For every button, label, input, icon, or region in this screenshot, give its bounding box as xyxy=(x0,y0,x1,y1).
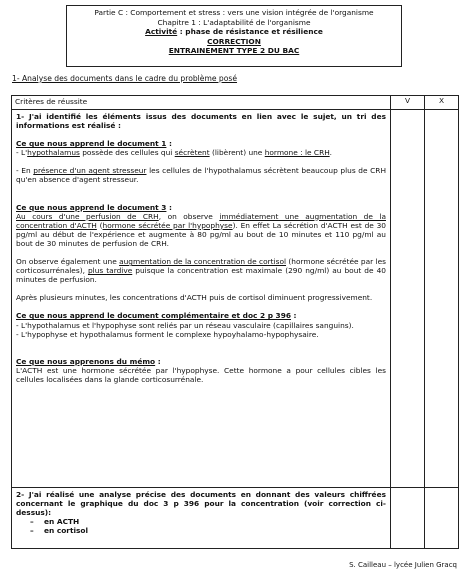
doc3-p1: Au cours d'une perfusion de CRH, on observe immédiatement une augmentation de la concentration d'ACTH (hormone sécrétée par l'hypophyse). En effet La sécrétion d'ACTH est de 30 pg/ml au début de l'expérience et augmente à 80 pg/ml au bout de 10 minutes et 110 pg/ml au bout de 30 minutes de perfusion de CRH. xyxy=(16,211,386,248)
header-box xyxy=(66,5,402,67)
header-criteria: Critères de réussite xyxy=(12,96,391,110)
memo-p1: L'ACTH est une hormone sécrétée par l'hypophyse. Cette hormone a pour cellules cibles les cellules localisées dans la glande corticosurrénale. xyxy=(16,365,386,384)
table-row xyxy=(12,488,459,549)
memo-heading: Ce que nous apprenons du mémo : xyxy=(16,356,161,366)
doc3-heading: Ce que nous apprend le document 3 : xyxy=(16,202,172,212)
check-x-1[interactable] xyxy=(425,110,459,488)
header-v: V xyxy=(391,96,425,110)
header-part: Partie C : Comportement et stress : vers une vision intégrée de l'organisme xyxy=(94,8,374,17)
criteria-table xyxy=(11,95,459,549)
check-x-2[interactable] xyxy=(425,488,459,549)
doccomp-p1: - L'hypothalamus et l'hypophyse sont reliés par un réseau vasculaire (capillaires sanguins). xyxy=(16,320,354,330)
list-item: – en cortisol xyxy=(30,526,89,536)
criterion-1-title: 1- J'ai identifié les éléments issus des documents en lien avec le sujet, un tri des informations est réalisé : xyxy=(16,112,386,131)
check-v-1[interactable] xyxy=(391,110,425,488)
doc3-p2: On observe également une augmentation de la concentration de cortisol (hormone sécrétée par les corticosurrénales), plus tardive puisque la concentration est maximale (290 ng/ml) au bout de 40 minutes de perfusion. xyxy=(16,257,386,285)
activity-text: : phase de résistance et résilience xyxy=(177,27,323,37)
criteria-cell-2 xyxy=(12,488,391,549)
doc3-p3: Après plusieurs minutes, les concentrations d'ACTH puis de cortisol diminuent progressivement. xyxy=(16,293,373,303)
doc1-p2: - En présence d'un agent stresseur les cellules de l'hypothalamus sécrètent beaucoup plus de CRH qu'en absence d'agent stresseur. xyxy=(16,166,386,185)
header-correction: CORRECTION xyxy=(207,36,261,46)
list-item: – en ACTH xyxy=(30,517,80,527)
criterion-2-title: 2- J'ai réalisé une analyse précise des documents en donnant des valeurs chiffrées concernant le graphique du doc 3 p 396 pour la concentration (voir correction ci-dessus): xyxy=(16,490,386,518)
section-title: 1- Analyse des documents dans le cadre du problème posé xyxy=(12,74,238,83)
table-row xyxy=(12,110,459,488)
doc1-heading: Ce que nous apprend le document 1 : xyxy=(16,139,172,149)
check-v-2[interactable] xyxy=(391,488,425,549)
doc1-p1: - L'hypothalamus possède des cellules qui sécrètent (libèrent) une hormone : le CRH. xyxy=(16,148,333,158)
footer-credit: S. Cailleau – lycée Julien Gracq xyxy=(349,561,457,569)
criteria-cell-1 xyxy=(12,110,391,488)
doccomp-p2: - L'hypophyse et hypothalamus forment le complexe hypoyhalamo-hypophysaire. xyxy=(16,329,319,339)
header-training: ENTRAINEMENT TYPE 2 DU BAC xyxy=(168,46,300,56)
header-x: X xyxy=(425,96,459,110)
activity-label: Activité xyxy=(145,27,178,37)
header-chapter: Chapitre 1 : L'adaptabilité de l'organisme xyxy=(157,17,311,27)
header-activity xyxy=(67,27,401,37)
doccomp-heading: Ce que nous apprend le document complémentaire et doc 2 p 396 : xyxy=(16,311,297,321)
table-header-row xyxy=(12,96,459,110)
